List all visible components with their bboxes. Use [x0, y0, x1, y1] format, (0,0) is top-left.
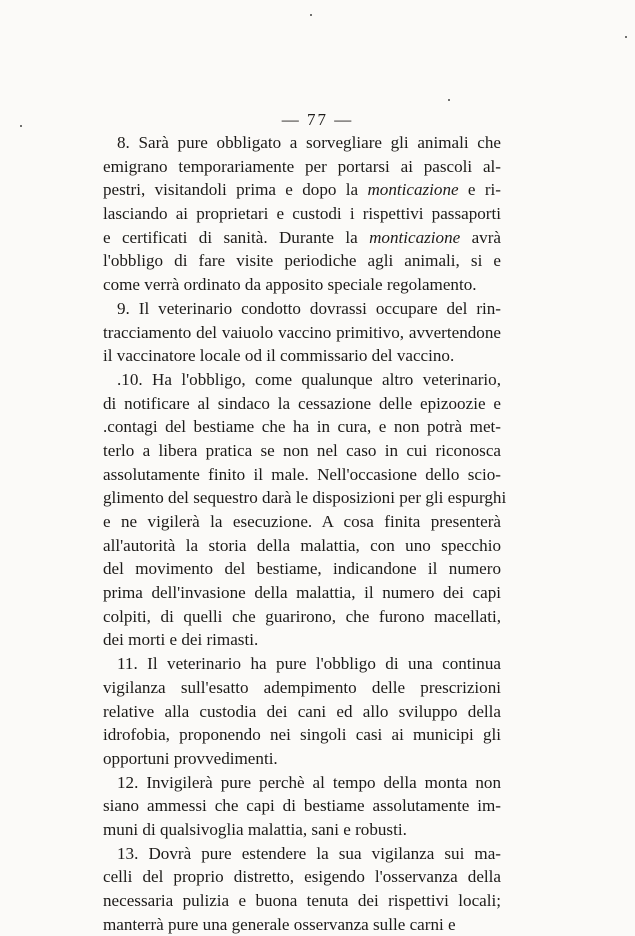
print-speck [310, 14, 312, 16]
text-line: e ne vigilerà la esecuzione. A cosa finita presenterà [103, 512, 501, 531]
text-line: siano ammessi che capi di bestiame assolutamente im- [103, 796, 501, 816]
text-line: emigrano temporariamente per portarsi ai pascoli al- [103, 156, 501, 176]
text-line: 11. Il veterinario ha pure l'obbligo di una continua [117, 654, 501, 674]
paragraph-3 [103, 368, 507, 652]
text-line: terlo a libera pratica se non nel caso in cui riconosca [103, 440, 501, 460]
text-line: opportuni provvedimenti. [103, 748, 278, 768]
text-line: .10. Ha l'obbligo, come qualunque altro veterinario, [117, 369, 501, 389]
text-line: glimento del sequestro darà le disposizioni per gli espurghi [103, 488, 507, 508]
text-line: come verrà ordinato da apposito speciale regolamento. [103, 275, 477, 295]
paragraph-6 [103, 842, 501, 936]
italic-term: monticazione [367, 180, 459, 200]
paragraph-5 [103, 771, 501, 842]
text-line: pestri, visitandoli prima e dopo la monticazione e ri- [103, 180, 501, 200]
text-line: 12. Invigilerà pure perchè al tempo della monta non [117, 772, 501, 792]
page-number: — 77 — [281, 110, 354, 129]
text-line: dei morti e dei rimasti. [103, 630, 259, 650]
text-line: 13. Dovrà pure estendere la sua vigilanza sui ma- [117, 843, 501, 863]
text-line: necessaria pulizia e buona tenuta dei rispettivi locali; [103, 891, 501, 910]
text-line: idrofobia, proponendo nei singoli casi ai municipi gli [103, 725, 501, 745]
text-line: l'obbligo di fare visite periodiche agli animali, si e [103, 251, 501, 271]
text-line: prima dell'invasione della malattia, il numero dei capi [103, 583, 501, 603]
body-text [103, 131, 507, 936]
text-line: di notificare al sindaco la cessazione delle epizoozie e [103, 393, 501, 413]
text-line: e certificati di sanità. Durante la monticazione avrà [103, 227, 501, 247]
italic-term: monticazione [369, 227, 461, 247]
text-line: 8. Sarà pure obbligato a sorvegliare gli animali che [117, 133, 501, 152]
paragraph-2 [103, 297, 501, 368]
text-line: assolutamente finito il male. Nell'occasione dello scio- [103, 464, 501, 484]
text-line: all'autorità la storia della malattia, con uno specchio [103, 535, 501, 555]
paragraph-4 [103, 652, 501, 770]
text-line: tracciamento del vaiuolo vaccino primitivo, avvertendone [103, 322, 501, 342]
paragraph-1 [103, 131, 501, 297]
print-speck [625, 36, 627, 38]
text-line: colpiti, di quelli che guarirono, che furono macellati, [103, 606, 501, 626]
text-line: lasciando ai proprietari e custodi i rispettivi passaporti [103, 204, 501, 224]
text-line: il vaccinatore locale od il commissario del vaccino. [103, 346, 455, 366]
print-speck [20, 125, 22, 127]
text-line: vigilanza sull'esatto adempimento delle prescrizioni [103, 677, 501, 697]
text-line: celli del proprio distretto, esigendo l'osservanza della [103, 867, 501, 887]
text-line: .contagi del bestiame che ha in cura, e non potrà met- [103, 417, 501, 437]
text-line: del movimento del bestiame, indicandone il numero [103, 559, 501, 579]
text-line: relative alla custodia dei cani ed allo sviluppo della [103, 701, 501, 721]
text-line: manterrà pure una generale osservanza sulle carni e [103, 914, 456, 934]
print-speck [448, 99, 450, 101]
text-line: 9. Il veterinario condotto dovrassi occupare del rin- [117, 298, 501, 318]
text-line: muni di qualsivoglia malattia, sani e robusti. [103, 819, 407, 839]
